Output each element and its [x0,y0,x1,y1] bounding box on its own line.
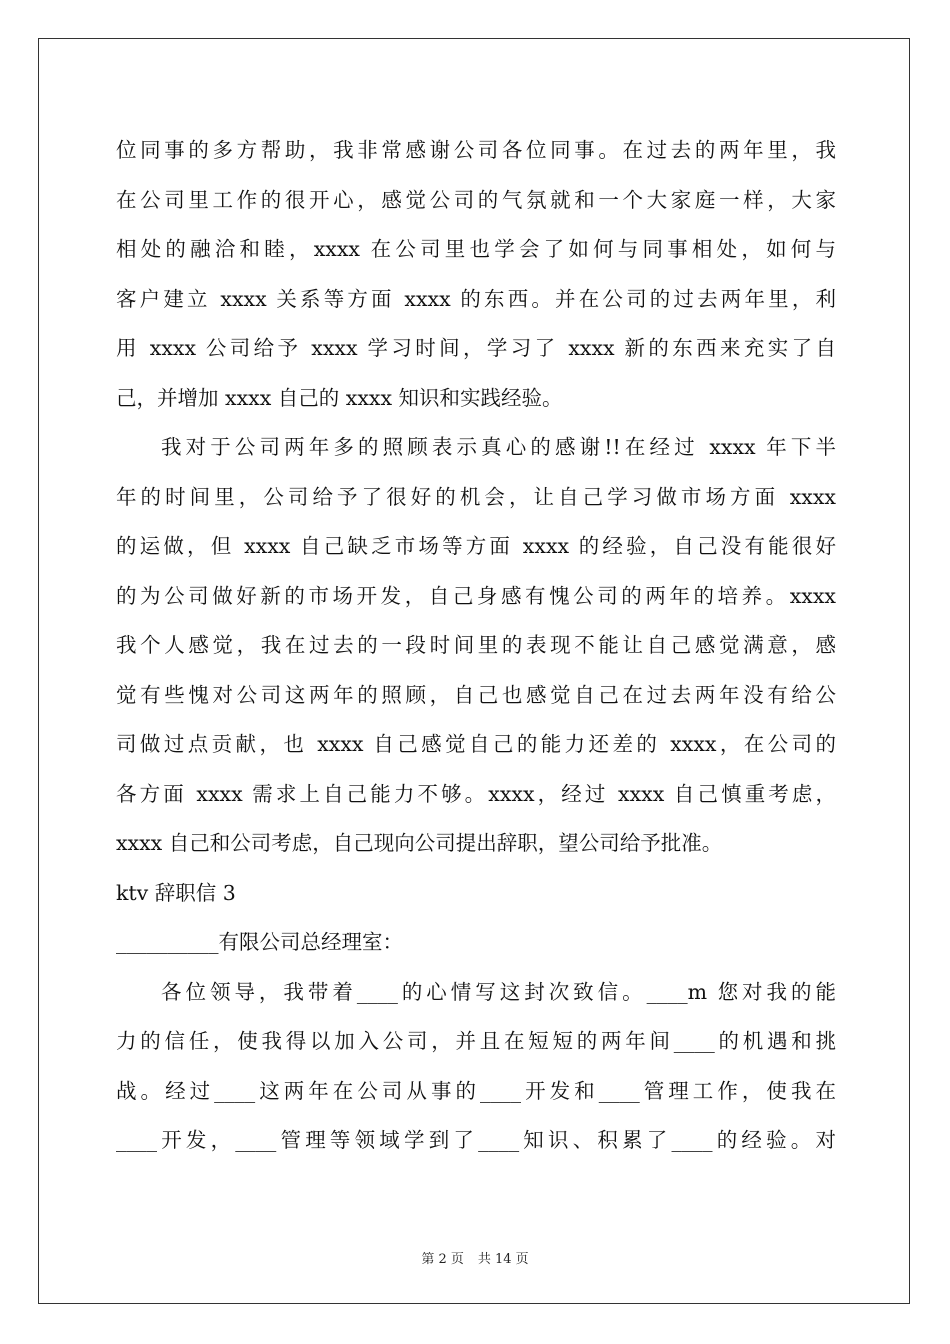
text-line: 的为公司做好新的市场开发，自己身感有愧公司的两年的培养。xxxx [116,583,836,608]
text-line: 客户建立 xxxx 关系等方面 xxxx 的东西。并在公司的过去两年里，利 [116,286,836,311]
text-line: 用 xxxx 公司给予 xxxx 学习时间，学习了 xxxx 新的东西来充实了自 [116,336,836,360]
section-heading: ktv 辞职信 3 [116,880,236,905]
text-line: 己，并增加 xxxx 自己的 xxxx 知识和实践经验。 [116,385,563,410]
text-line: 相处的融洽和睦，xxxx 在公司里也学会了如何与同事相处，如何与 [116,237,836,261]
text-line: 司做过点贡献，也 xxxx 自己感觉自己的能力还差的 xxxx，在公司的 [116,732,836,756]
text-line: 战。经过____这两年在公司从事的____开发和____管理工作，使我在 [116,1078,836,1103]
text-line: ____开发，____管理等领域学到了____知识、积累了____的经验。对 [116,1128,836,1152]
text-line: 的运做，但 xxxx 自己缺乏市场等方面 xxxx 的经验，自己没有能很好 [116,534,836,558]
text-line: 各方面 xxxx 需求上自己能力不够。xxxx，经过 xxxx 自己慎重考虑， [116,781,836,806]
text-line: 我个人感觉，我在过去的一段时间里的表现不能让自己感觉满意，感 [116,633,836,657]
text-line: 年的时间里，公司给予了很好的机会，让自己学习做市场方面 xxxx [116,484,836,509]
letter-addressee: __________有限公司总经理室： [116,930,403,954]
text-line: 觉有些愧对公司这两年的照顾，自己也感觉自己在过去两年没有给公 [116,682,836,707]
text-line: 力的信任，使我得以加入公司，并且在短短的两年间____的机遇和挑 [116,1029,836,1053]
document-body [116,126,836,1166]
text-line: 在公司里工作的很开心，感觉公司的气氛就和一个大家庭一样，大家 [116,187,836,212]
text-line: xxxx 自己和公司考虑，自己现向公司提出辞职，望公司给予批准。 [116,831,723,855]
page-total: 共 14 页 [477,1252,529,1267]
page-footer [0,1248,950,1267]
paragraph-first-line: 我对于公司两年多的照顾表示真心的感谢!!在经过 xxxx 年下半 [161,435,836,459]
paragraph-first-line: 各位领导，我带着____的心情写这封次致信。____m 您对我的能 [161,979,836,1004]
text-line: 位同事的多方帮助，我非常感谢公司各位同事。在过去的两年里，我 [116,138,836,162]
page-number: 第 2 页 [421,1252,464,1267]
